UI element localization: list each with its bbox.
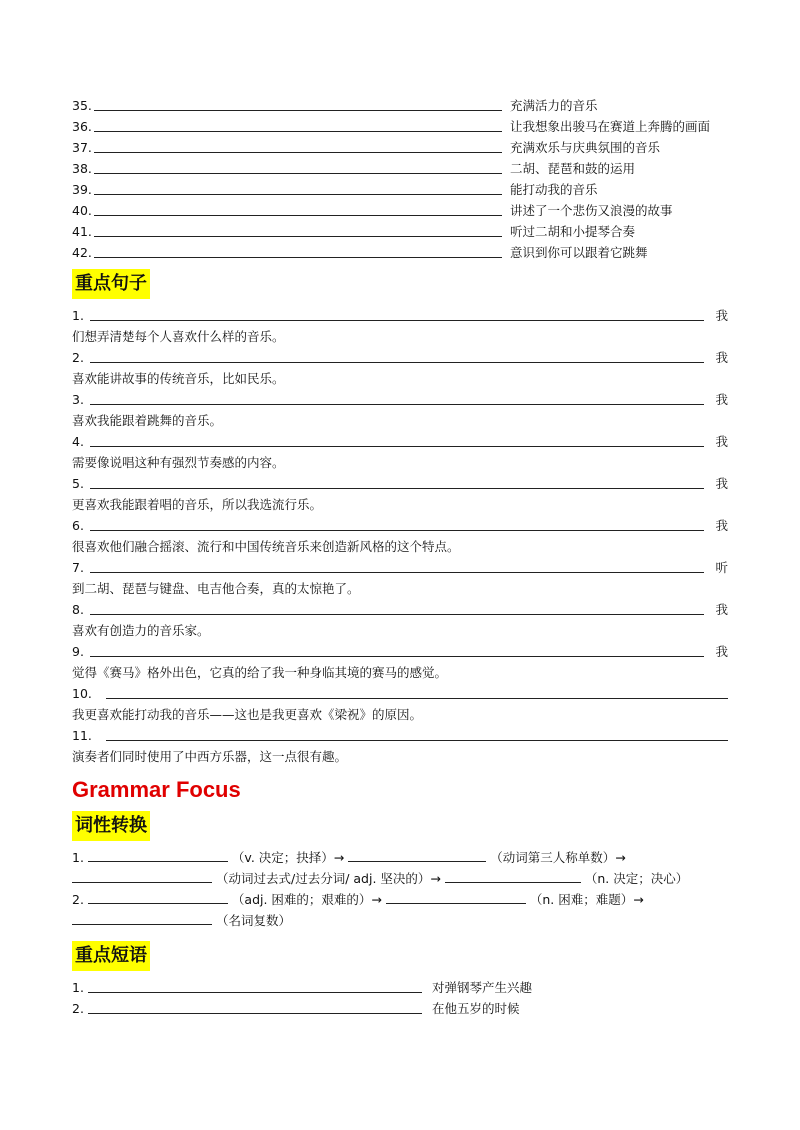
phrase-item [72,998,728,1019]
vocab-item [72,95,728,116]
answer-blank[interactable] [94,131,502,132]
answer-blank[interactable] [90,320,704,321]
item-number: 9. [72,644,84,659]
answer-blank[interactable] [88,992,422,993]
answer-blank[interactable] [88,890,228,904]
answer-blank[interactable] [72,869,212,883]
chinese-prompt: 二胡、琵琶和鼓的运用 [510,161,636,176]
phrase-item [72,977,728,998]
answer-blank[interactable] [88,848,228,862]
chinese-prompt: 意识到你可以跟着它跳舞 [510,245,648,260]
prompt-rest: 演奏者们同时使用了中西方乐器，这一点很有趣。 [72,749,348,764]
prompt-rest: 到二胡、琵琶与键盘、电吉他合奏，真的太惊艳了。 [72,581,360,596]
answer-blank[interactable] [348,848,486,862]
answer-blank[interactable] [94,110,502,111]
item-number: 8. [72,602,84,617]
prompt-rest: 很喜欢他们融合摇滚、流行和中国传统音乐来创造新风格的这个特点。 [72,539,460,554]
item-number: 41. [72,224,92,239]
sentence-item [72,725,728,767]
answer-blank[interactable] [90,614,704,615]
prompt-start: 我 [715,518,728,533]
answer-blank[interactable] [90,488,704,489]
vocab-item [72,200,728,221]
item-number: 42. [72,245,92,260]
answer-blank[interactable] [90,530,704,531]
item-number: 1. [72,308,84,323]
item-number: 10. [72,686,92,701]
conversion-row [72,847,728,868]
answer-blank[interactable] [90,656,704,657]
prompt-rest: 喜欢有创造力的音乐家。 [72,623,210,638]
word-conversion-list [72,847,728,931]
item-number: 7. [72,560,84,575]
answer-blank[interactable] [90,572,704,573]
item-number: 40. [72,203,92,218]
grammar-focus-title: Grammar Focus [72,777,241,802]
conversion-hint: （动词第三人称单数）→ [490,850,626,865]
conversion-hint: （动词过去式/过去分词/ adj. 坚决的）→ [215,871,441,886]
worksheet-page [72,95,728,1019]
answer-blank[interactable] [90,362,704,363]
chinese-prompt: 在他五岁的时候 [432,1001,520,1016]
conversion-hint: （n. 困难；难题）→ [529,892,644,907]
prompt-start: 我 [715,350,728,365]
answer-blank[interactable] [106,740,728,741]
sentence-item [72,305,728,347]
item-number: 11. [72,728,92,743]
prompt-rest: 我更喜欢能打动我的音乐——这也是我更喜欢《梁祝》的原因。 [72,707,423,722]
sentence-item [72,599,728,641]
prompt-start: 我 [715,392,728,407]
prompt-start: 我 [715,434,728,449]
item-number: 3. [72,392,84,407]
prompt-rest: 喜欢能讲故事的传统音乐，比如民乐。 [72,371,285,386]
prompt-start: 我 [715,476,728,491]
answer-blank[interactable] [386,890,526,904]
sentence-item [72,683,728,725]
item-number: 2. [72,892,84,907]
conversion-row [72,889,728,910]
prompt-rest: 觉得《赛马》格外出色，它真的给了我一种身临其境的赛马的感觉。 [72,665,448,680]
prompt-start: 听 [715,560,728,575]
chinese-prompt: 对弹钢琴产生兴趣 [432,980,533,995]
answer-blank[interactable] [445,869,581,883]
sentence-item [72,641,728,683]
answer-blank[interactable] [94,215,502,216]
item-number: 6. [72,518,84,533]
vocab-item [72,242,728,263]
sentence-item [72,389,728,431]
answer-blank[interactable] [94,152,502,153]
conversion-row [72,868,728,889]
prompt-rest: 们想弄清楚每个人喜欢什么样的音乐。 [72,329,285,344]
vocab-item [72,221,728,242]
chinese-prompt: 讲述了一个悲伤又浪漫的故事 [510,203,673,218]
vocab-item [72,116,728,137]
chinese-prompt: 听过二胡和小提琴合奏 [510,224,636,239]
conversion-hint: （adj. 困难的；艰难的）→ [231,892,382,907]
conversion-hint: （名词复数） [215,913,291,928]
chinese-prompt: 让我想象出骏马在赛道上奔腾的画面 [510,119,711,134]
item-number: 5. [72,476,84,491]
chinese-prompt: 充满活力的音乐 [510,98,598,113]
chinese-prompt: 充满欢乐与庆典氛围的音乐 [510,140,661,155]
sentence-item [72,431,728,473]
sentence-item [72,515,728,557]
item-number: 35. [72,98,92,113]
prompt-start: 我 [715,602,728,617]
vocab-item [72,158,728,179]
vocab-item [72,179,728,200]
prompt-start: 我 [715,308,728,323]
conversion-hint: （n. 决定；决心） [584,871,689,886]
sentence-item [72,557,728,599]
item-number: 2. [72,1001,84,1016]
item-number: 38. [72,161,92,176]
item-number: 39. [72,182,92,197]
prompt-rest: 喜欢我能跟着跳舞的音乐。 [72,413,223,428]
item-number: 1. [72,980,84,995]
chinese-prompt: 能打动我的音乐 [510,182,598,197]
item-number: 2. [72,350,84,365]
item-number: 1. [72,850,84,865]
answer-blank[interactable] [90,446,704,447]
item-number: 36. [72,119,92,134]
answer-blank[interactable] [94,236,502,237]
key-sentences-heading: 重点句子 [72,269,150,299]
word-conversion-heading: 词性转换 [72,811,150,841]
key-phrases-list [72,977,728,1019]
answer-blank[interactable] [90,404,704,405]
sentence-item [72,473,728,515]
prompt-rest: 需要像说唱这种有强烈节奏感的内容。 [72,455,285,470]
sentence-item [72,347,728,389]
answer-blank[interactable] [94,257,502,258]
vocab-list [72,95,728,263]
answer-blank[interactable] [106,698,728,699]
item-number: 4. [72,434,84,449]
vocab-item [72,137,728,158]
conversion-hint: （v. 决定；抉择）→ [231,850,345,865]
answer-blank[interactable] [94,194,502,195]
key-phrases-heading: 重点短语 [72,941,150,971]
answer-blank[interactable] [94,173,502,174]
key-sentences-list [72,305,728,767]
prompt-start: 我 [715,644,728,659]
conversion-row [72,910,728,931]
item-number: 37. [72,140,92,155]
answer-blank[interactable] [72,911,212,925]
prompt-rest: 更喜欢我能跟着唱的音乐，所以我选流行乐。 [72,497,323,512]
answer-blank[interactable] [88,1013,422,1014]
